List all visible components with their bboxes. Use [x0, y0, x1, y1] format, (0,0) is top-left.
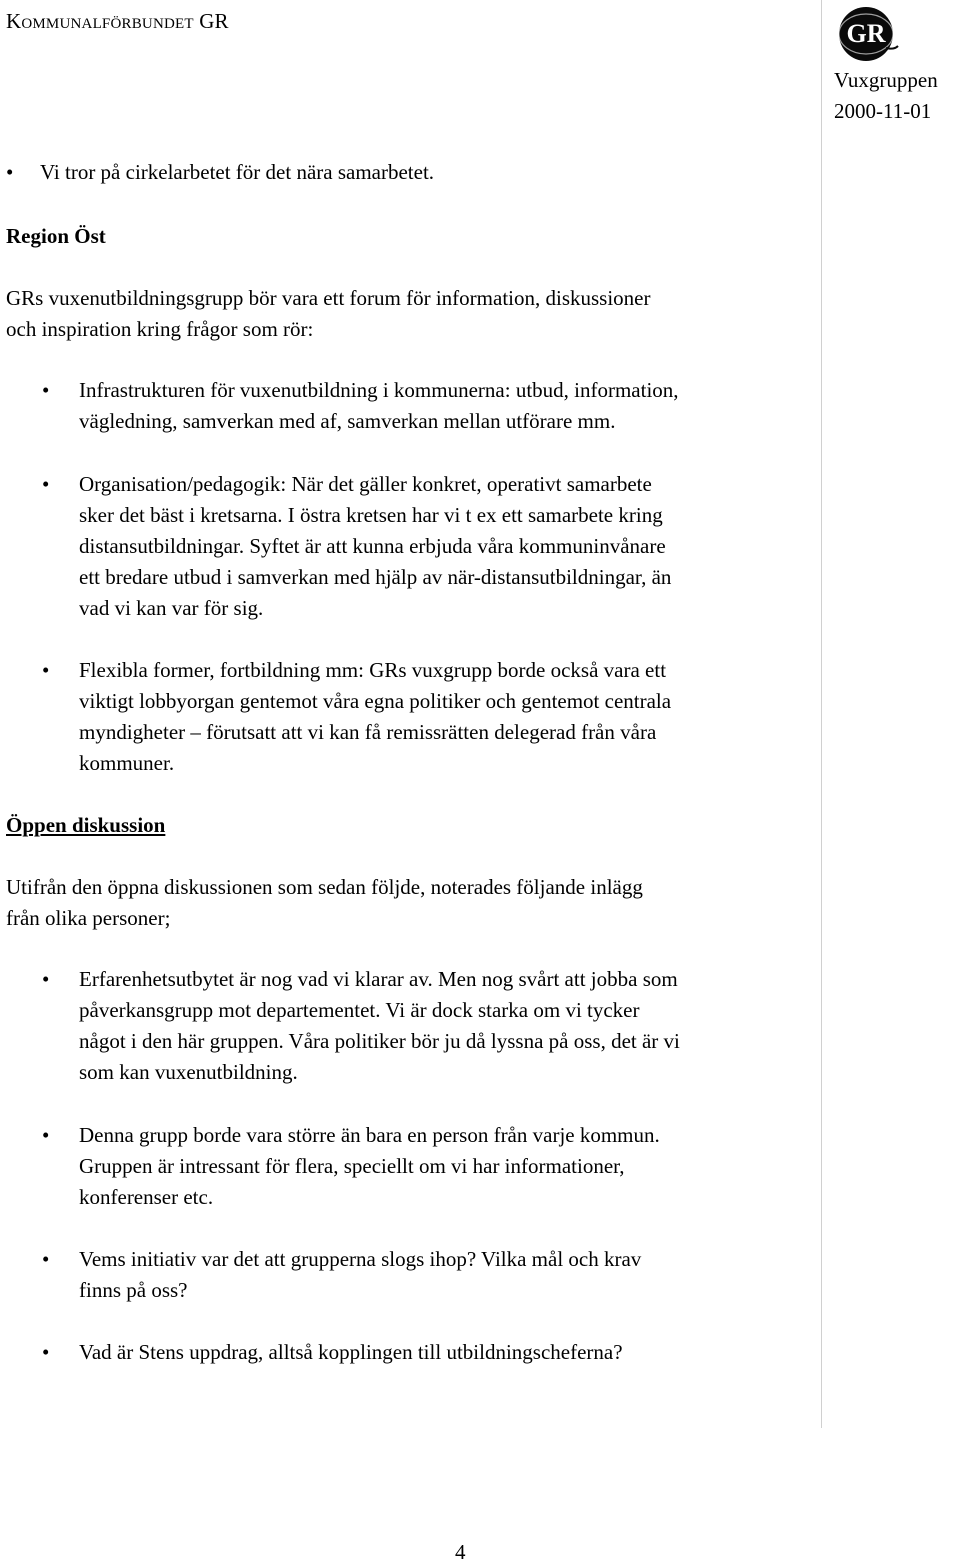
bullet-line: påverkansgrupp mot departementet. Vi är dock starka om vi tycker [79, 998, 640, 1022]
bullet-line: Flexibla former, fortbildning mm: GRs vuxgrupp borde också vara ett [79, 658, 667, 682]
discussion-heading: Öppen diskussion [6, 813, 166, 837]
page-number: 4 [455, 1540, 466, 1564]
bullet-line: vad vi kan var för sig. [79, 596, 264, 620]
bullet-line: något i den här gruppen. Våra politiker bör ju då lyssna på oss, det är vi [79, 1029, 680, 1053]
bullet-line: finns på oss? [79, 1278, 188, 1302]
bullet-line: sker det bäst i kretsarna. I östra kretsen har vi t ex ett samarbete kring [79, 503, 663, 527]
bullet-line: som kan vuxenutbildning. [79, 1060, 298, 1084]
bullet-line: Denna grupp borde vara större än bara en person från varje kommun. [79, 1123, 660, 1147]
discussion-bullet [79, 1244, 809, 1306]
region-bullet [79, 655, 809, 779]
organization-name: Kommunalförbundet GR [6, 9, 229, 33]
bullet-line: Erfarenhetsutbytet är nog vad vi klarar av. Men nog svårt att jobba som [79, 967, 678, 991]
bullet-line: viktigt lobbyorgan gentemot våra egna politiker och gentemot centrala [79, 689, 672, 713]
bullet-line: Organisation/pedagogik: När det gäller konkret, operativt samarbete [79, 472, 652, 496]
bullet-dot: • [42, 1123, 50, 1147]
bullet-dot: • [42, 472, 50, 496]
bullet-line: vägledning, samverkan med af, samverkan mellan utförare mm. [79, 409, 616, 433]
intro-bullet-text: Vi tror på cirkelarbetet för det nära samarbetet. [40, 160, 435, 184]
document-group: Vuxgruppen [834, 68, 938, 92]
discussion-bullet [79, 1337, 809, 1368]
bullet-dot: • [42, 1247, 50, 1271]
bullet-line: konferenser etc. [79, 1185, 214, 1209]
document-date: 2000-11-01 [834, 99, 932, 123]
bullet-line: Gruppen är intressant för flera, speciellt om vi har informationer, [79, 1154, 625, 1178]
bullet-line: ett bredare utbud i samverkan med hjälp av när-distansutbildningar, än [79, 565, 672, 589]
gr-logo [836, 4, 900, 64]
bullet-line: myndigheter – förutsatt att vi kan få remissrätten delegerad från våra [79, 720, 657, 744]
gr-logo-icon [836, 4, 900, 64]
margin-divider [821, 0, 822, 1428]
bullet-dot: • [42, 658, 50, 682]
bullet-line: Vad är Stens uppdrag, alltså kopplingen till utbildningscheferna? [79, 1340, 623, 1364]
discussion-bullet [79, 1120, 809, 1213]
discussion-bullet [79, 964, 809, 1088]
logo-lettering: GR [846, 19, 886, 48]
bullet-line: distansutbildningar. Syftet är att kunna erbjuda våra kommuninvånare [79, 534, 666, 558]
bullet-dot: • [6, 160, 14, 184]
bullet-dot: • [42, 1340, 50, 1364]
discussion-para-line: från olika personer; [6, 906, 171, 930]
discussion-para-line: Utifrån den öppna diskussionen som sedan följde, noterades följande inlägg [6, 875, 643, 899]
bullet-line: kommuner. [79, 751, 175, 775]
bullet-dot: • [42, 967, 50, 991]
region-bullet [79, 375, 809, 437]
bullet-dot: • [42, 378, 50, 402]
bullet-line: Vems initiativ var det att grupperna slogs ihop? Vilka mål och krav [79, 1247, 642, 1271]
bullet-line: Infrastrukturen för vuxenutbildning i kommunerna: utbud, information, [79, 378, 679, 402]
region-para-line: och inspiration kring frågor som rör: [6, 317, 314, 341]
region-bullet [79, 469, 809, 624]
region-para-line: GRs vuxenutbildningsgrupp bör vara ett forum för information, diskussioner [6, 286, 651, 310]
region-heading: Region Öst [6, 224, 106, 248]
